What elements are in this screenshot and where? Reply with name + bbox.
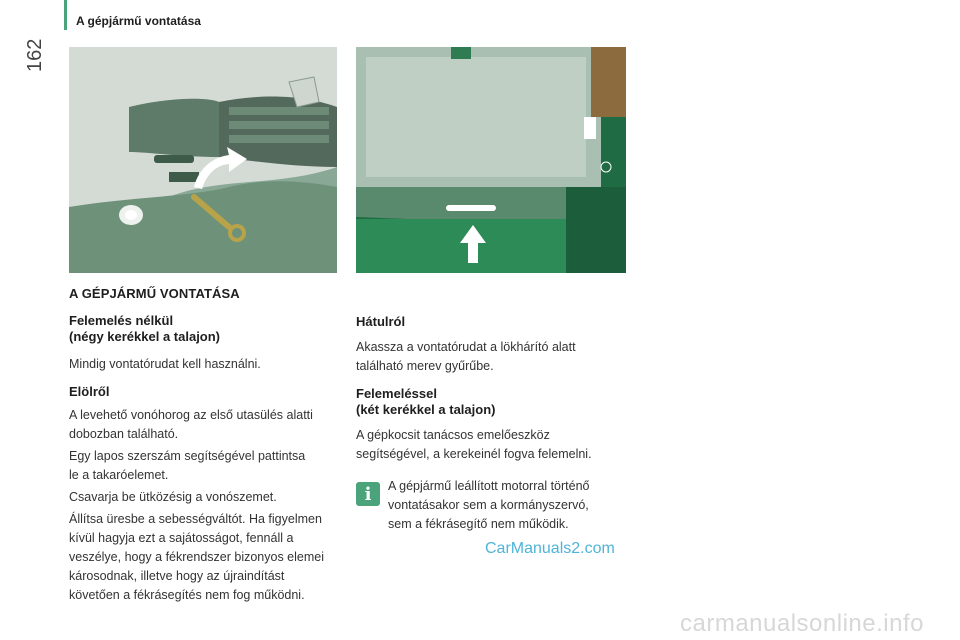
paragraph xyxy=(69,510,349,605)
heading-line: Felemelés nélkül xyxy=(69,313,174,328)
right-column xyxy=(356,314,636,464)
paragraph xyxy=(356,426,636,464)
info-icon: i xyxy=(356,482,380,506)
heading-line: (négy kerékkel a talajon) xyxy=(69,329,221,344)
carmanuals-watermark[interactable]: CarManuals2.com xyxy=(485,540,615,557)
section-heading-front: Elölről xyxy=(69,384,110,399)
left-column xyxy=(69,313,349,605)
paragraph xyxy=(69,406,349,444)
main-title: A GÉPJÁRMŰ VONTATÁSA xyxy=(69,286,240,301)
section-heading-no-lift xyxy=(69,313,349,345)
info-note xyxy=(388,477,628,534)
text-line: károsodnak, illetve hogy az újraindítást xyxy=(69,569,285,583)
paragraph: Csavarja be ütközésig a vonószemet. xyxy=(69,490,277,504)
text-line: A gépjármű leállított motorral történő xyxy=(388,479,590,493)
paragraph: Mindig vontatórudat kell használni. xyxy=(69,357,261,371)
heading-line: Felemeléssel xyxy=(356,386,437,401)
text-line: sem a fékrásegítő nem működik. xyxy=(388,517,569,531)
heading-line: (két kerékkel a talajon) xyxy=(356,402,496,417)
text-line: Egy lapos szerszám segítségével pattintsa xyxy=(69,449,306,463)
text-line: követően a fékrásegítés nem fog működni. xyxy=(69,588,305,602)
page-number: 162 xyxy=(24,38,46,72)
text-line: A gépkocsit tanácsos emelőeszköz xyxy=(356,428,550,442)
paragraph xyxy=(356,338,636,376)
paragraph xyxy=(69,447,349,485)
front-bumper-illustration xyxy=(69,47,337,273)
section-heading-lift xyxy=(356,386,636,418)
text-line: kívül hagyja ezt a sajátosságot, fennáll a xyxy=(69,531,294,545)
text-line: Állítsa üresbe a sebességváltót. Ha figyelmen xyxy=(69,512,322,526)
text-line: Akassza a vontatórudat a lökhárító alatt xyxy=(356,340,576,354)
rear-bumper-illustration xyxy=(356,47,626,273)
text-line: veszélye, hogy a fékrendszer bizonyos elemei xyxy=(69,550,324,564)
text-line: A levehető vonóhorog az első utasülés alatti xyxy=(69,408,313,422)
carmanualsonline-watermark[interactable]: carmanualsonline.info xyxy=(680,610,924,637)
text-line: vontatásakor sem a kormányszervó, xyxy=(388,498,589,512)
section-title: A gépjármű vontatása xyxy=(76,14,201,28)
text-line: dobozban található. xyxy=(69,427,179,441)
section-heading-rear: Hátulról xyxy=(356,314,406,329)
text-line: található merev gyűrűbe. xyxy=(356,359,494,373)
text-line: le a takaróelemet. xyxy=(69,468,169,482)
header-accent-bar xyxy=(64,0,67,30)
text-line: segítségével, a kerekeinél fogva felemelni. xyxy=(356,447,592,461)
